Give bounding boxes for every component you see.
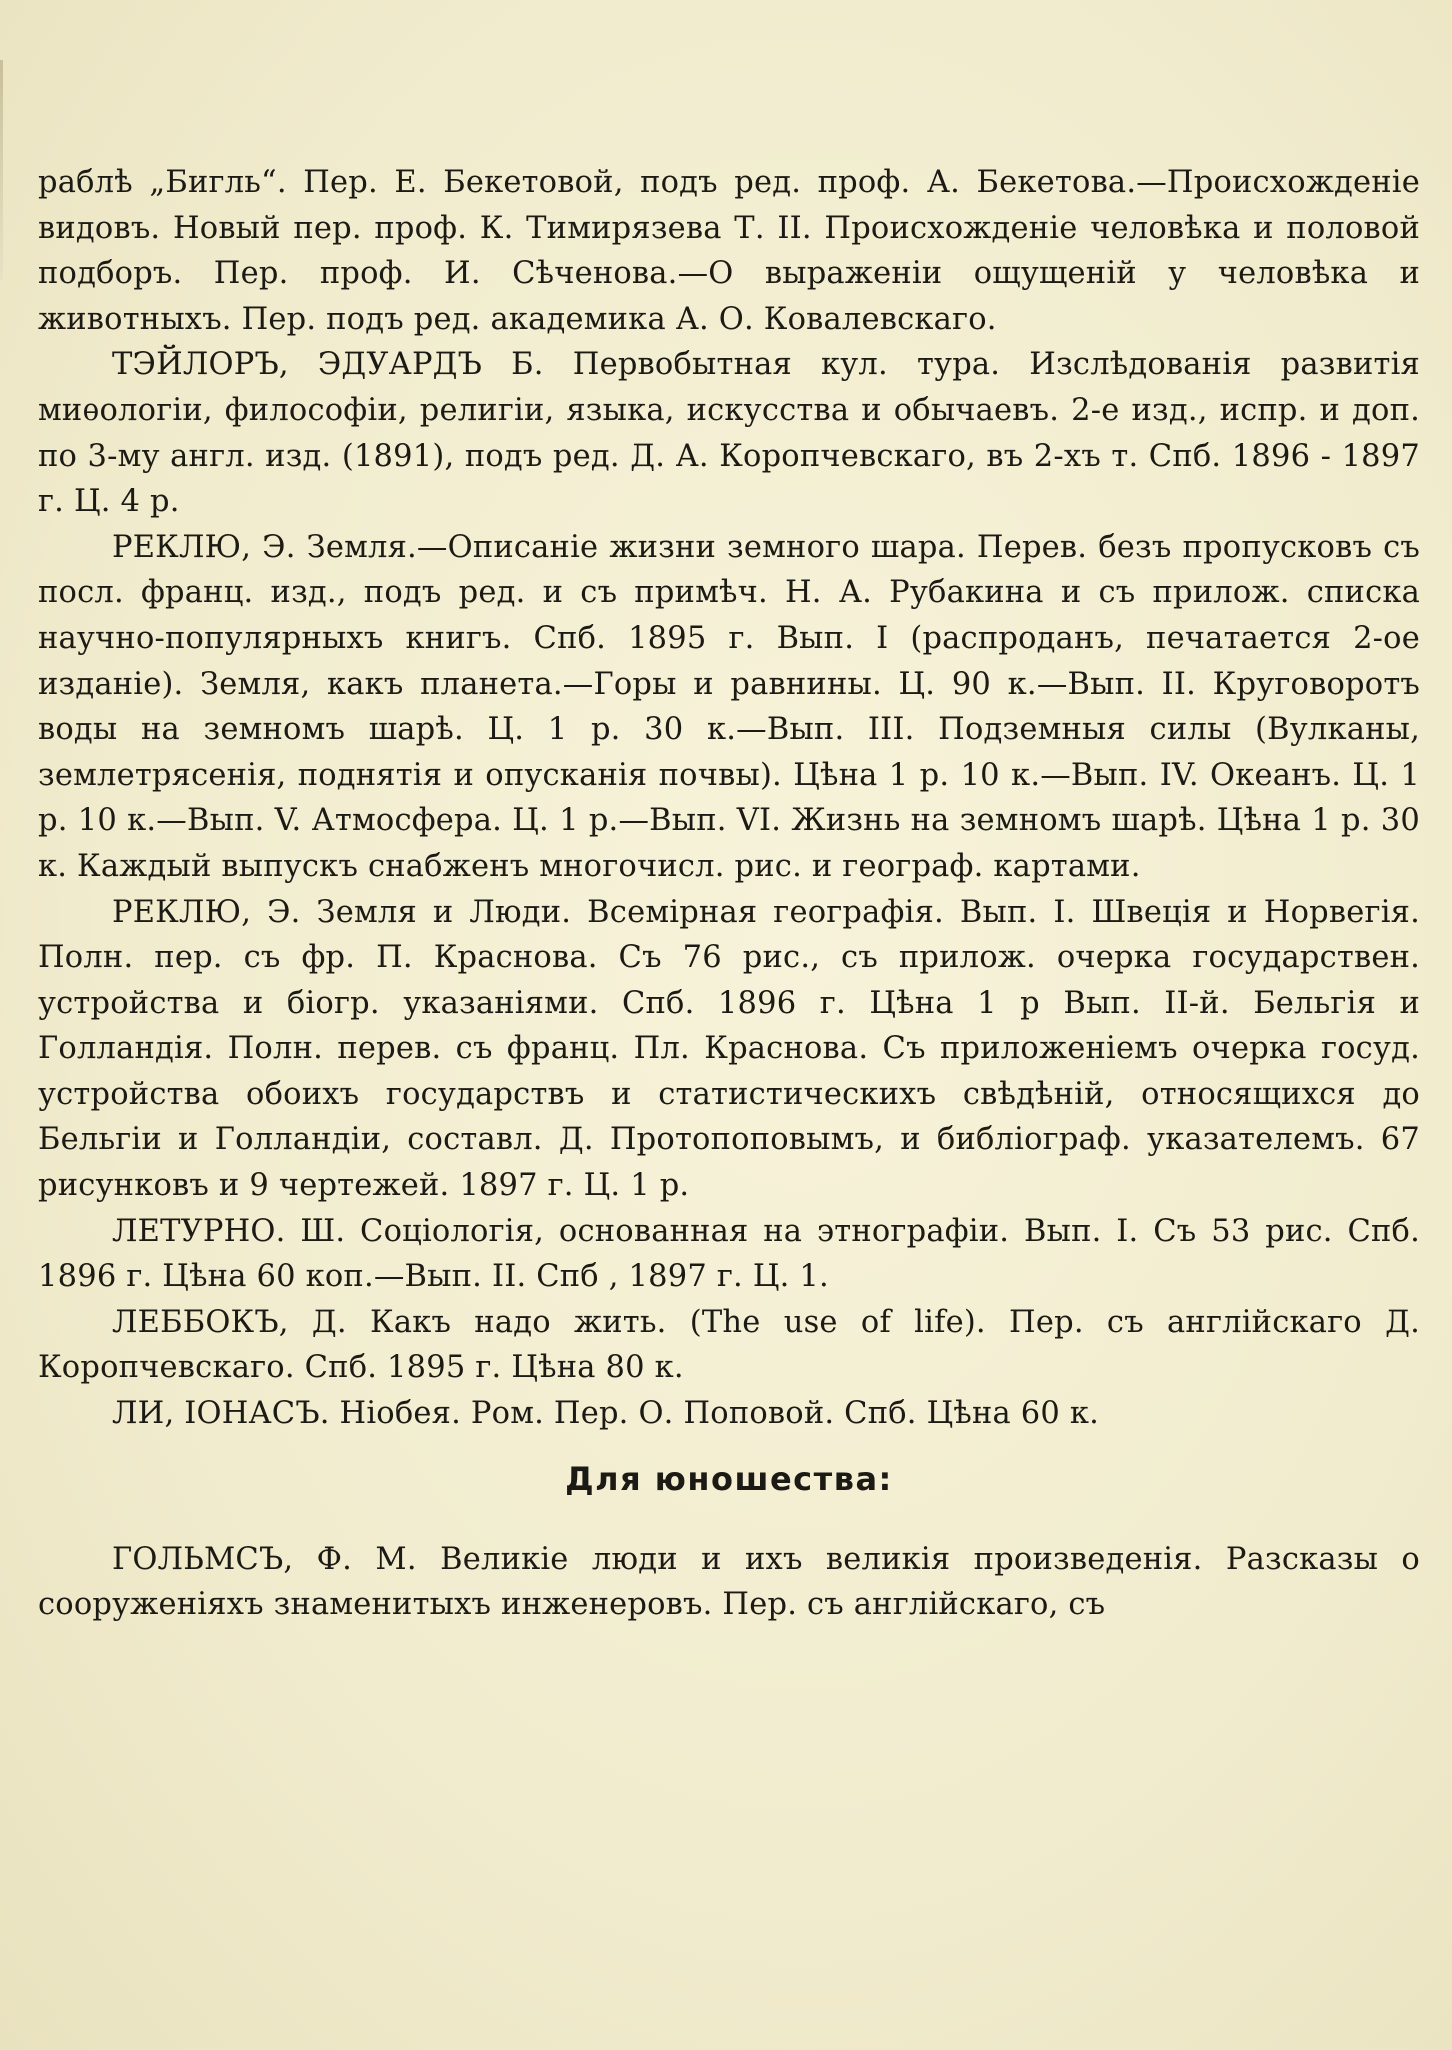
catalog-entry-reclus-earth: РЕКЛЮ, Э. Земля.—Описаніе жизни земного шара. Перев. безъ пропусковъ съ посл. франц. изд., подъ ред. и съ примѣч. Н. А. Рубакина и съ прилож. списка научно-популярныхъ книгъ. Спб. 1895 г. Вып. I (распроданъ, печатается 2-ое изданіе). Земля, какъ планета.—Горы и равнины. Ц. 90 к.—Вып. II. Круговоротъ воды на земномъ шарѣ. Ц. 1 р. 30 к.—Вып. III. Подземныя силы (Вулканы, землетрясенія, поднятія и опусканія почвы). Цѣна 1 р. 10 к.—Вып. IV. Океанъ. Ц. 1 р. 10 к.—Вып. V. Атмосфера. Ц. 1 р.—Вып. VI. Жизнь на земномъ шарѣ. Цѣна 1 р. 30 к. Каждый выпускъ снабженъ многочисл. рис. и географ. картами. (38, 529, 1420, 884)
catalog-text (38, 160, 1420, 1628)
page-edge-shadow (0, 60, 3, 280)
catalog-entry-letourneau: ЛЕТУРНО. Ш. Соціологія, основанная на этнографіи. Вып. I. Съ 53 рис. Спб. 1896 г. Цѣна 60 коп.—Вып. II. Спб , 1897 г. Ц. 1. (38, 1213, 1420, 1295)
catalog-entry-tylor: ТЭЙЛОРЪ, ЭДУАРДЪ Б. Первобытная кул. тура. Изслѣдованія развитія миѳологіи, философіи, религіи, языка, искусства и обычаевъ. 2-е изд., испр. и доп. по 3-му англ. изд. (1891), подъ ред. Д. А. Коропчевскаго, въ 2-хъ т. Спб. 1896 - 1897 г. Ц. 4 р. (38, 347, 1420, 520)
section-heading-youth: Для юношества: (565, 1459, 893, 1498)
catalog-entry-lie: ЛИ, ІОНАСЪ. Ніобея. Ром. Пер. О. Поповой. Спб. Цѣна 60 к. (112, 1396, 1100, 1432)
catalog-entry-lubbock: ЛЕББОКЪ, Д. Какъ надо жить. (The use of life). Пер. съ англійскаго Д. Коропчевскаго. Спб. 1895 г. Цѣна 80 к. (38, 1304, 1420, 1386)
catalog-entry-reclus-earth-and-people: РЕКЛЮ, Э. Земля и Люди. Всемірная географія. Вып. I. Швеція и Норвегія. Полн. пер. съ фр. П. Краснова. Съ 76 рис., съ прилож. очерка государствен. устройства и біогр. указаніями. Спб. 1896 г. Цѣна 1 р Вып. II-й. Бельгія и Голландія. Полн. перев. съ франц. Пл. Краснова. Съ приложеніемъ очерка госуд. устройства обоихъ государствъ и статистическихъ свѣдѣній, относящихся до Бельгіи и Голландіи, составл. Д. Протопоповымъ, и библіограф. указателемъ. 67 рисунковъ и 9 чертежей. 1897 г. Ц. 1 р. (38, 894, 1420, 1204)
catalog-entry-holmes: ГОЛЬМСЪ, Ф. М. Великіе люди и ихъ великія произведенія. Разсказы о сооруженіяхъ знаменитыхъ инженеровъ. Пер. съ англійскаго, съ (38, 1541, 1420, 1623)
catalog-entry-darwin-continued: раблѣ „Бигль“. Пер. Е. Бекетовой, подъ ред. проф. А. Бекетова.—Происхожденіе видовъ. Новый пер. проф. К. Тимирязева Т. II. Происхожденіе человѣка и половой подборъ. Пер. проф. И. Сѣченова.—О выраженіи ощущеній у человѣка и животныхъ. Пер. подъ ред. академика А. О. Ковалевскаго. (38, 165, 1420, 337)
